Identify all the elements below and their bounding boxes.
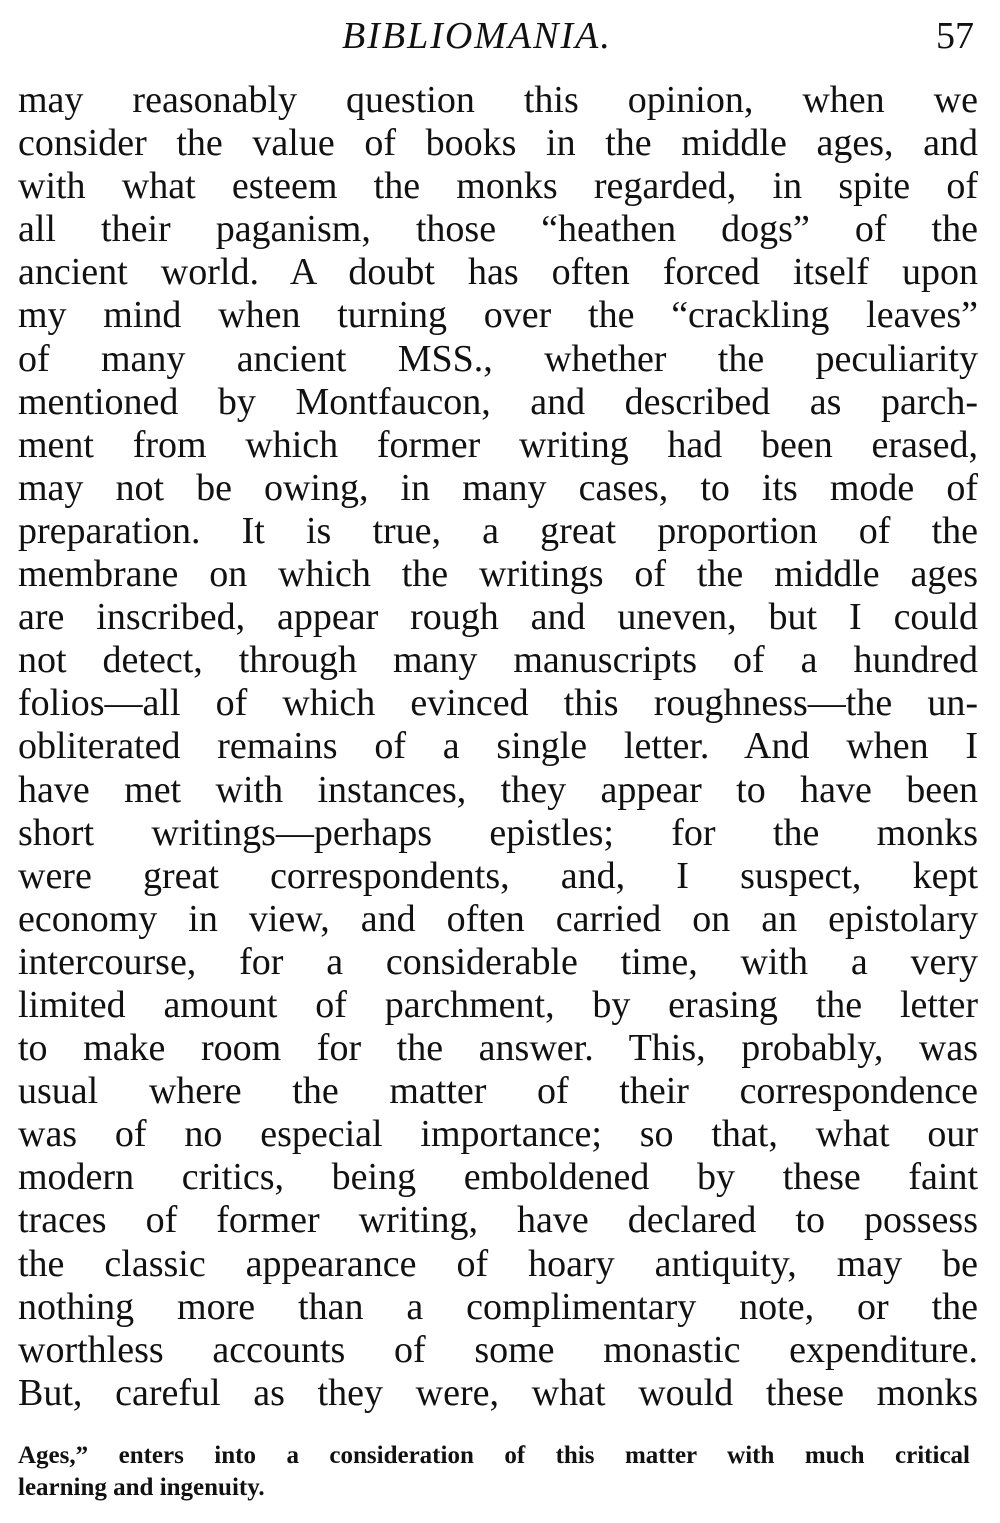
text-line: have met with instances, they appear to have been <box>18 768 978 811</box>
text-line: are inscribed, appear rough and uneven, but I could <box>18 596 978 639</box>
text-line: ment from which former writing had been erased, <box>18 423 978 466</box>
running-title: BIBLIOMANIA. <box>342 15 612 57</box>
text-line: the classic appearance of hoary antiquity, may be <box>18 1242 978 1285</box>
text-line: preparation. It is true, a great proportion of the <box>18 509 978 552</box>
text-line: folios—all of which evinced this roughness—the un- <box>18 682 978 725</box>
text-line: intercourse, for a considerable time, with a very <box>18 940 978 983</box>
text-line: economy in view, and often carried on an epistolary <box>18 897 978 940</box>
text-line: all their paganism, those “heathen dogs” of the <box>18 208 978 251</box>
text-line: modern critics, being emboldened by these faint <box>18 1156 978 1199</box>
text-line: of many ancient MSS., whether the peculiarity <box>18 337 978 380</box>
running-head <box>0 10 1000 70</box>
text-line: ancient world. A doubt has often forced itself upon <box>18 251 978 294</box>
text-line: mentioned by Montfaucon, and described as parch- <box>18 380 978 423</box>
page-number: 57 <box>936 15 974 57</box>
text-line: nothing more than a complimentary note, or the <box>18 1285 978 1328</box>
text-line: limited amount of parchment, by erasing the letter <box>18 983 978 1026</box>
text-line: membrane on which the writings of the middle ages <box>18 553 978 596</box>
text-line: worthless accounts of some monastic expenditure. <box>18 1328 978 1371</box>
text-line: may not be owing, in many cases, to its mode of <box>18 466 978 509</box>
text-line: to make room for the answer. This, probably, was <box>18 1027 978 1070</box>
text-line: traces of former writing, have declared to possess <box>18 1199 978 1242</box>
text-line: was of no especial importance; so that, what our <box>18 1113 978 1156</box>
text-line: may reasonably question this opinion, when we <box>18 79 978 121</box>
body-text <box>18 79 978 1415</box>
footnote-line: Ages,” enters into a consideration of this matter with much critical <box>18 1442 970 1469</box>
text-line: consider the value of books in the middle ages, and <box>18 122 978 165</box>
text-line: But, careful as they were, what would these monks <box>18 1371 978 1414</box>
footnote <box>18 1440 970 1504</box>
text-line: were great correspondents, and, I suspect, kept <box>18 854 978 897</box>
text-line: not detect, through many manuscripts of a hundred <box>18 639 978 682</box>
text-line: obliterated remains of a single letter. And when I <box>18 725 978 768</box>
text-line: my mind when turning over the “crackling leaves” <box>18 294 978 337</box>
text-line: with what esteem the monks regarded, in spite of <box>18 165 978 208</box>
footnote-line: learning and ingenuity. <box>18 1474 265 1501</box>
text-line: short writings—perhaps epistles; for the monks <box>18 811 978 854</box>
text-line: usual where the matter of their correspondence <box>18 1070 978 1113</box>
